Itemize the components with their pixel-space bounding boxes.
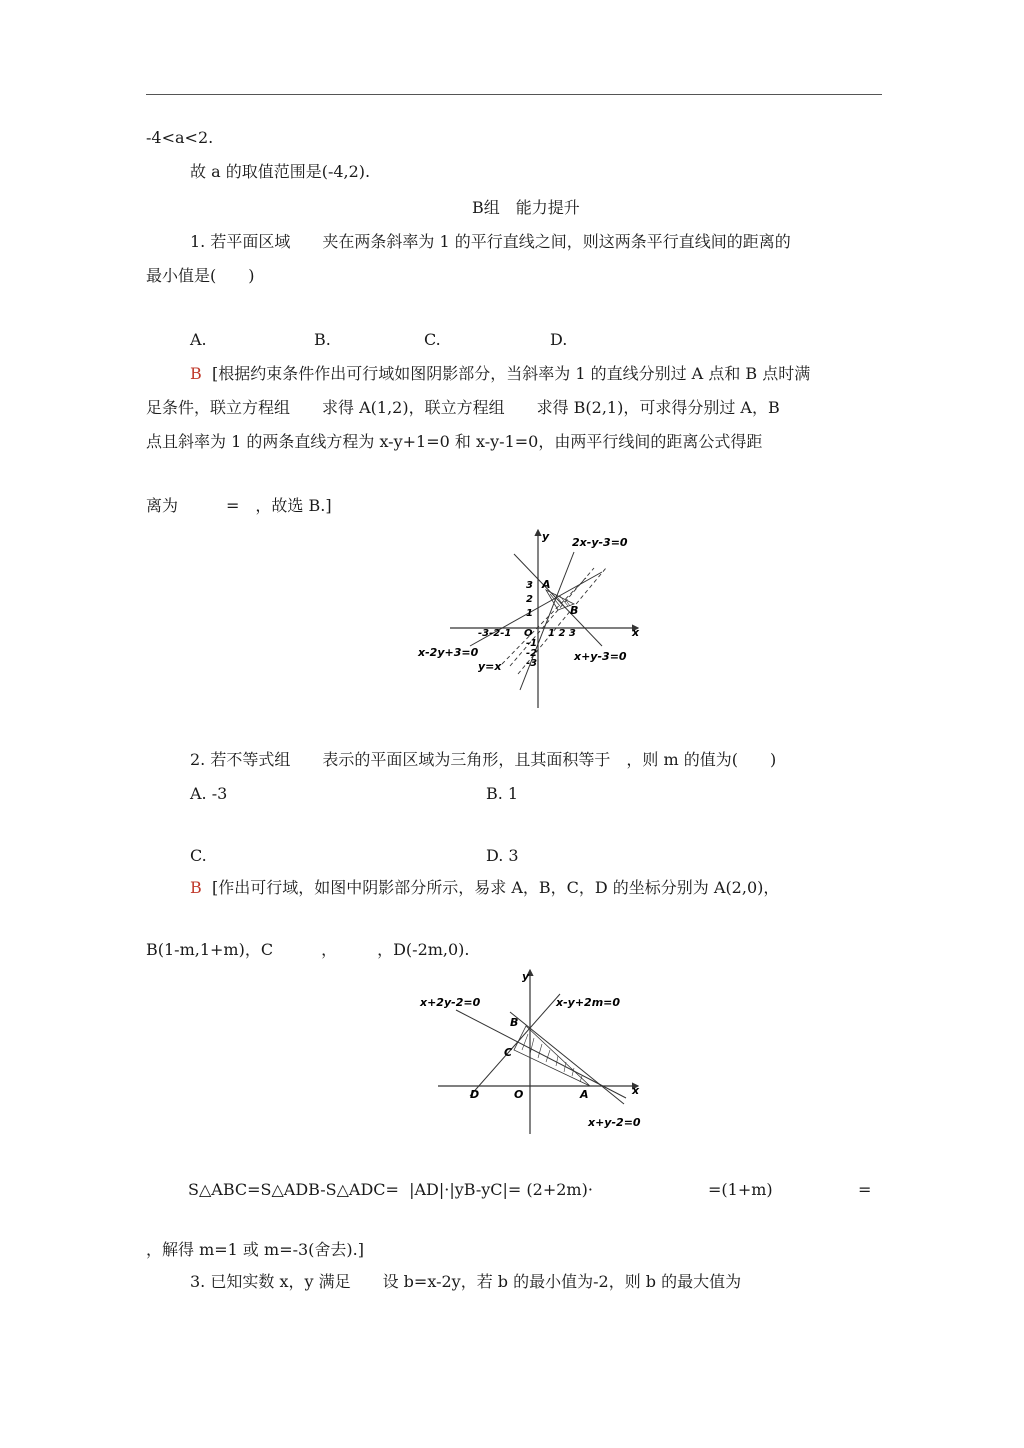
fig2-origin: O	[514, 1088, 524, 1101]
answer-tag-2: B	[190, 878, 202, 897]
fig2-x-label: x	[632, 1084, 640, 1097]
solution-1-line-1: [根据约束条件作出可行域如图阴影部分，当斜率为 1 的直线分别过 A 点和 B 点时满	[212, 364, 811, 383]
solution-1-line-4: 离为 = ，故选 B.]	[146, 496, 332, 515]
option-d: D.	[550, 330, 568, 349]
solution-2-result: ，解得 m=1 或 m=-3(舍去).]	[146, 1240, 364, 1259]
fig1-tick-2: 2	[526, 594, 533, 605]
q2-option-c: C.	[190, 846, 207, 865]
fig2-eq-3: x+y-2=0	[588, 1116, 641, 1129]
fig1-tick-m3: -3	[526, 658, 538, 669]
q2-option-d: D. 3	[486, 846, 519, 865]
solution-2-area-c: =	[858, 1180, 872, 1199]
figure-2	[410, 964, 650, 1142]
figure-1	[410, 524, 650, 714]
fig1-x-label: x	[632, 626, 640, 639]
text-line-1: -4<a<2.	[146, 128, 214, 147]
solution-2-area-b: =(1+m)	[708, 1180, 773, 1199]
fig1-point-a: A	[542, 578, 551, 591]
fig2-point-a: A	[580, 1088, 589, 1101]
fig1-pos-ticks: 1 2 3	[548, 628, 576, 639]
text-line-2: 故 a 的取值范围是(-4,2).	[190, 162, 371, 181]
question-1-cont: 最小值是( )	[146, 266, 255, 285]
fig1-tick-m2: -2	[526, 648, 538, 659]
header-rule	[146, 94, 882, 95]
fig1-origin: O	[524, 628, 533, 639]
solution-2-line-2: B(1-m,1+m)，C ， ，D(-2m,0).	[146, 940, 470, 959]
answer-tag-1: B	[190, 364, 202, 383]
solution-2-area: S△ABC=S△ADB-S△ADC= |AD|·|yB-yC|= (2+2m)·	[188, 1180, 593, 1199]
section-title: B组 能力提升	[472, 198, 580, 217]
line-2x-y-3	[520, 552, 574, 690]
solution-1-line-2: 足条件，联立方程组 求得 A(1,2)，联立方程组 求得 B(2,1)，可求得分别过 A，B	[146, 398, 780, 417]
question-3: 3. 已知实数 x，y 满足 设 b=x-2y，若 b 的最小值为-2，则 b 的最大值为	[190, 1272, 742, 1291]
fig1-eq-4: x+y-3=0	[574, 650, 627, 663]
line-x+y-2	[510, 1012, 624, 1104]
question-1: 1. 若平面区域 夹在两条斜率为 1 的平行直线之间，则这两条平行直线间的距离的	[190, 232, 791, 251]
fig1-eq-2: x-2y+3=0	[418, 646, 479, 659]
fig1-tick-3: 3	[526, 580, 533, 591]
question-2: 2. 若不等式组 表示的平面区域为三角形，且其面积等于 ，则 m 的值为( )	[190, 750, 777, 769]
option-a: A.	[190, 330, 207, 349]
fig2-point-c: C	[504, 1046, 513, 1059]
option-c: C.	[424, 330, 441, 349]
fig1-point-b: B	[570, 604, 579, 617]
q2-option-b: B. 1	[486, 784, 519, 803]
q2-option-a: A. -3	[190, 784, 228, 803]
fig1-eq-1: 2x-y-3=0	[572, 536, 628, 549]
fig2-eq-1: x+2y-2=0	[420, 996, 481, 1009]
shaded-triangle	[514, 1026, 590, 1086]
fig1-neg-ticks: -3-2-1	[478, 628, 512, 639]
fig1-tick-m1: -1	[526, 638, 538, 649]
fig2-eq-2: x-y+2m=0	[556, 996, 621, 1009]
fig1-y-label: y	[542, 530, 550, 543]
fig1-tick-1: 1	[526, 608, 533, 619]
option-b: B.	[314, 330, 331, 349]
solution-1-line-3: 点且斜率为 1 的两条直线方程为 x-y+1=0 和 x-y-1=0，由两平行线间的距离公式得距	[146, 432, 763, 451]
fig1-eq-3: y=x	[478, 660, 502, 673]
fig2-y-label: y	[522, 970, 530, 983]
solution-2-line-1: [作出可行域，如图中阴影部分所示，易求 A，B，C，D 的坐标分别为 A(2,0)，	[212, 878, 780, 897]
fig2-point-b: B	[510, 1016, 519, 1029]
fig2-point-d: D	[470, 1088, 480, 1101]
